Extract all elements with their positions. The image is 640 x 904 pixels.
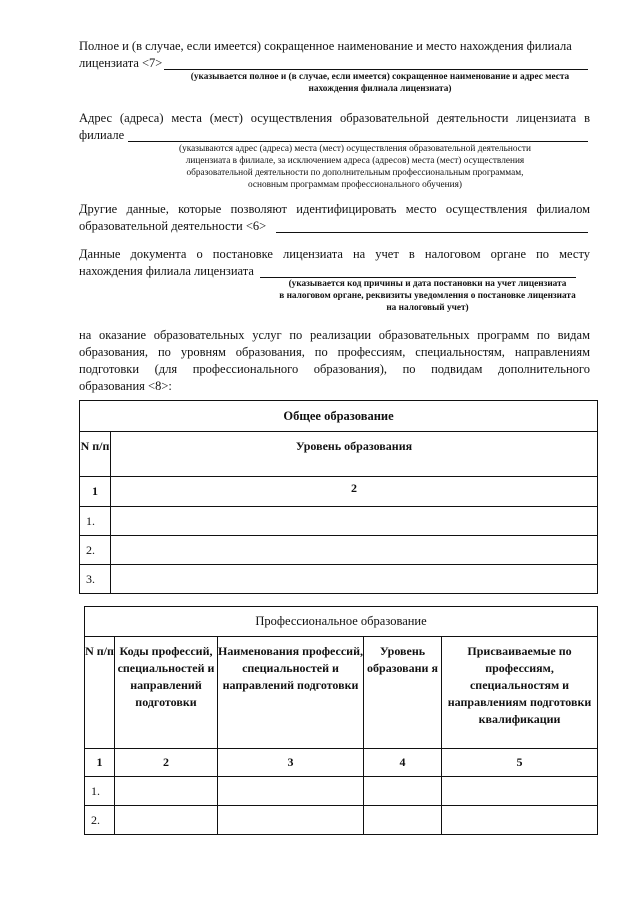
branch-name-line2: лицензиата <7> [79,56,163,70]
branch-name-hint2: нахождения филиала лицензиата) [308,84,452,94]
tax-hint3: на налоговый учет) [386,303,469,313]
prof-row-cell[interactable] [364,806,442,835]
prof-idx: 2 [115,749,218,777]
services-line4: образования <8>: [79,379,172,393]
general-row-cell[interactable] [111,536,598,565]
general-row-cell[interactable] [111,565,598,594]
general-row-num: 3. [80,565,111,594]
other-data-line2: образовательной деятельности <6> [79,219,267,233]
general-idx-1: 1 [80,477,111,507]
general-education-table [79,400,598,594]
services-line2: образования, по уровням образования, по профессиям, специальностям, направлениям [79,345,590,359]
general-row-cell[interactable] [111,507,598,536]
table-row [80,565,598,594]
prof-table-title: Профессиональное образование [85,607,598,637]
address-line1: Адрес (адреса) места (мест) осуществления образовательной деятельности лицензиата в [79,111,590,125]
prof-row-cell[interactable] [442,777,598,806]
general-row-num: 2. [80,536,111,565]
prof-idx: 3 [218,749,364,777]
general-col-num: N п/п [80,432,111,477]
prof-idx: 1 [85,749,115,777]
prof-col-level: Уровень образовани я [364,637,442,749]
tax-hint2: в налоговом органе, реквизиты уведомления о постановке лицензиата [279,291,576,301]
prof-idx: 4 [364,749,442,777]
address-hint1: (указываются адрес (адреса) места (мест) осуществления образовательной деятельности [179,144,531,154]
table-row [85,806,598,835]
general-table-title: Общее образование [80,401,598,432]
other-data-field[interactable] [276,232,588,233]
prof-row-cell[interactable] [115,777,218,806]
address-field[interactable] [128,141,588,142]
table-row [85,777,598,806]
branch-name-line1: Полное и (в случае, если имеется) сокращенное наименование и место нахождения филиала [79,39,572,53]
prof-row-cell[interactable] [442,806,598,835]
table-row [80,507,598,536]
tax-line1: Данные документа о постановке лицензиата на учет в налоговом органе по месту [79,247,590,261]
prof-col-names: Наименования профессий, специальностей и направлений подготовки [218,637,364,749]
address-hint2: лицензиата в филиале, за исключением адреса (адресов) места (мест) осуществления [185,156,525,166]
general-col-level: Уровень образования [111,432,598,477]
address-hint4: основным программам профессионального обучения) [248,180,462,190]
prof-row-cell[interactable] [218,806,364,835]
prof-col-codes: Коды профессий, специальностей и направлений подготовки [115,637,218,749]
services-line1: на оказание образовательных услуг по реализации образовательных программ по видам [79,328,590,342]
tax-hint1: (указывается код причины и дата постановки на учет лицензиата [288,279,567,289]
branch-name-hint1: (указывается полное и (в случае, если имеется) сокращенное наименование и адрес места [190,72,570,82]
services-line3: подготовки (для профессионального образования), по подвидам дополнительного [79,362,590,376]
general-idx-2: 2 [111,477,598,507]
prof-row-cell[interactable] [218,777,364,806]
other-data-line1: Другие данные, которые позволяют идентифицировать место осуществления филиалом [79,202,590,216]
professional-education-table [84,606,598,835]
prof-idx: 5 [442,749,598,777]
prof-row-num: 1. [85,777,115,806]
prof-col-num: N п/п [85,637,115,749]
prof-row-num: 2. [85,806,115,835]
tax-line2: нахождения филиала лицензиата [79,264,254,278]
general-row-num: 1. [80,507,111,536]
branch-name-field[interactable] [164,69,588,70]
prof-row-cell[interactable] [115,806,218,835]
address-hint3: образовательной деятельности по дополнительным профессиональным программам, [186,168,524,178]
prof-col-qualifications: Присваиваемые по профессиям, специальностям и направлениям подготовки квалификации [442,637,598,749]
prof-row-cell[interactable] [364,777,442,806]
table-row [80,536,598,565]
address-line2: филиале [79,128,125,142]
